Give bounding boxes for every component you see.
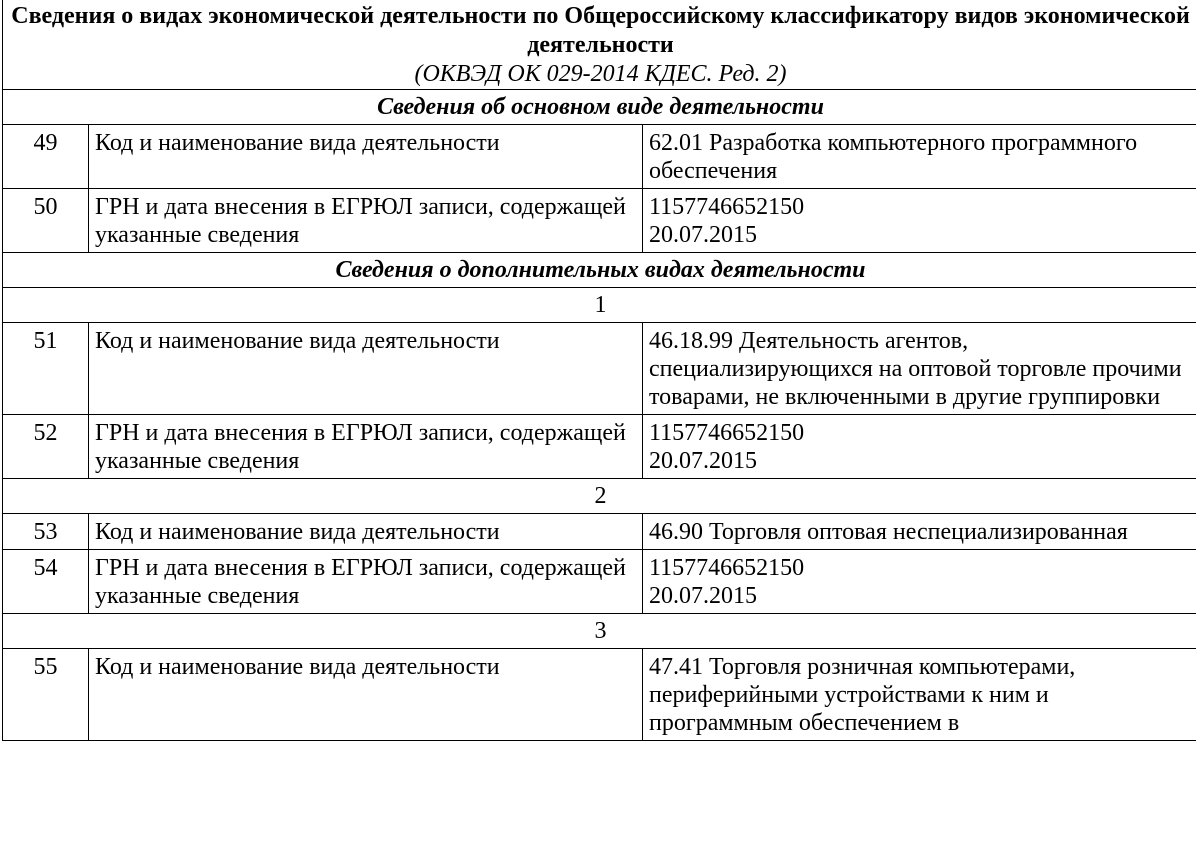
date-value: 20.07.2015 <box>649 222 757 248</box>
row-label: Код и наименование вида деятельности <box>89 649 643 741</box>
row-label: ГРН и дата внесения в ЕГРЮЛ записи, содержащей указанные сведения <box>89 550 643 614</box>
table-subtitle: (ОКВЭД ОК 029-2014 КДЕС. Ред. 2) <box>414 61 787 87</box>
row-value: 62.01 Разработка компьютерного программного обеспечения <box>643 125 1196 189</box>
row-label: Код и наименование вида деятельности <box>89 323 643 415</box>
date-value: 20.07.2015 <box>649 448 757 474</box>
row-label: Код и наименование вида деятельности <box>89 125 643 189</box>
section-row-additional <box>3 253 1196 288</box>
date-value: 20.07.2015 <box>649 583 757 609</box>
table-row <box>3 550 1196 614</box>
table-row <box>3 649 1196 741</box>
group-index: 2 <box>3 479 1196 514</box>
table-row <box>3 125 1196 189</box>
section-row-main <box>3 90 1196 125</box>
group-row <box>3 479 1196 514</box>
row-value <box>643 550 1196 614</box>
grn-value: 1157746652150 <box>649 194 805 220</box>
group-row <box>3 288 1196 323</box>
row-number: 52 <box>3 415 89 479</box>
row-value <box>643 189 1196 253</box>
table-row <box>3 514 1196 550</box>
group-index: 3 <box>3 614 1196 649</box>
table-title: Сведения о видах экономической деятельности по Общероссийскому классификатору видов экономической деятельности <box>11 3 1190 58</box>
row-number: 49 <box>3 125 89 189</box>
group-index: 1 <box>3 288 1196 323</box>
row-label: ГРН и дата внесения в ЕГРЮЛ записи, содержащей указанные сведения <box>89 189 643 253</box>
group-row <box>3 614 1196 649</box>
row-number: 55 <box>3 649 89 741</box>
row-value <box>643 415 1196 479</box>
row-label: Код и наименование вида деятельности <box>89 514 643 550</box>
table-header-cell <box>3 0 1196 90</box>
table-row <box>3 189 1196 253</box>
header-row <box>3 0 1196 90</box>
row-value: 47.41 Торговля розничная компьютерами, периферийными устройствами к ним и программным обеспечением в <box>643 649 1196 741</box>
row-value: 46.18.99 Деятельность агентов, специализирующихся на оптовой торговле прочими товарами, не включенными в другие группировки <box>643 323 1196 415</box>
section-title-main: Сведения об основном виде деятельности <box>3 90 1196 125</box>
table-row <box>3 415 1196 479</box>
table-row <box>3 323 1196 415</box>
row-label: ГРН и дата внесения в ЕГРЮЛ записи, содержащей указанные сведения <box>89 415 643 479</box>
row-value: 46.90 Торговля оптовая неспециализированная <box>643 514 1196 550</box>
row-number: 53 <box>3 514 89 550</box>
row-number: 51 <box>3 323 89 415</box>
row-number: 50 <box>3 189 89 253</box>
row-number: 54 <box>3 550 89 614</box>
section-title-additional: Сведения о дополнительных видах деятельности <box>3 253 1196 288</box>
grn-value: 1157746652150 <box>649 555 805 581</box>
okved-table <box>2 0 1196 741</box>
grn-value: 1157746652150 <box>649 420 805 446</box>
